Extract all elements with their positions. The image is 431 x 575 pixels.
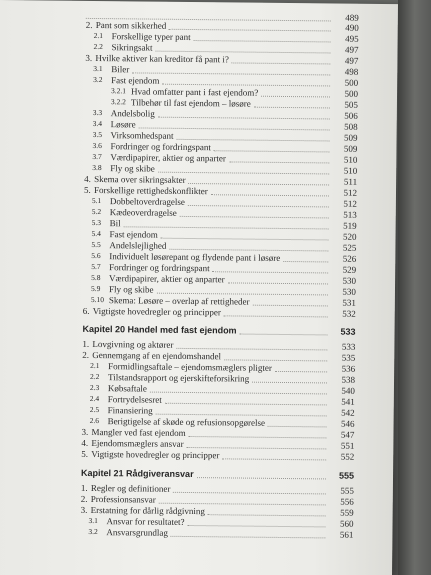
- entry-number: 6.: [82, 305, 90, 316]
- entry-number: 3.5: [92, 129, 103, 140]
- entry-number: 2.2: [93, 41, 103, 52]
- entry-number: 4.: [84, 173, 91, 184]
- entry-title: Erstatning for dårlig rådgivning: [90, 504, 205, 517]
- page-number: 509: [343, 143, 358, 154]
- page-number: 509: [344, 132, 358, 143]
- entry-title: Fast ejendom: [109, 229, 158, 240]
- page-number: 500: [344, 88, 359, 99]
- entry-title: Pant som sikkerhed: [95, 20, 167, 31]
- page-number: 497: [344, 44, 359, 55]
- page-number: 538: [341, 374, 356, 385]
- entry-number: 3.4: [92, 118, 103, 129]
- page-number: 511: [343, 176, 358, 187]
- entry-number: 5.1: [91, 195, 102, 206]
- page-number: 535: [341, 352, 356, 363]
- entry-title: Ansvar for resultatet?: [106, 516, 185, 527]
- page-number: 510: [343, 165, 358, 176]
- entry-title: Fordringer og fordringspant: [109, 262, 210, 274]
- entry-number: 2.1: [93, 30, 104, 41]
- page-number: 525: [342, 242, 357, 253]
- page-number: 546: [341, 418, 355, 429]
- entry-number: 5.8: [91, 272, 101, 283]
- entry-number: 5.4: [91, 228, 101, 239]
- entry-title: Dobbeltoverdragelse: [109, 196, 185, 207]
- entry-title: Finansiering: [107, 405, 153, 416]
- page-number: 530: [342, 275, 357, 286]
- entry-number: 1.: [80, 482, 88, 493]
- entry-title: Sikringsakt: [111, 42, 153, 53]
- page-number: 530: [342, 286, 357, 297]
- entry-title: Vigtigste hovedregler og principper: [91, 448, 220, 461]
- page-number: 505: [344, 99, 358, 110]
- entry-number: 4.: [81, 437, 89, 448]
- entry-title: Berigtigelse af skøde og refusionsopgørelse: [107, 416, 266, 428]
- dot-leader: [171, 535, 326, 539]
- entry-title: Professionsansvar: [90, 493, 156, 505]
- entry-title: Skema: Løsøre – overlap af rettigheder: [108, 295, 250, 307]
- entry-number: 3.1: [93, 63, 103, 74]
- entry-number: 2.6: [89, 415, 100, 426]
- page-number: 520: [342, 231, 357, 242]
- chapter-heading: [0, 322, 395, 338]
- page-number: 556: [340, 496, 354, 507]
- entry-title: Ejendomsmæglers ansvar: [91, 437, 184, 449]
- page-number: 519: [343, 220, 357, 231]
- entry-number: 5.3: [91, 217, 102, 228]
- page-number: 495: [345, 33, 359, 44]
- entry-title: Fly og skibe: [110, 163, 155, 174]
- entry-title: Biler: [111, 64, 130, 75]
- page-number: 533: [341, 341, 356, 352]
- page-number: 512: [343, 187, 358, 198]
- page-number: 532: [342, 308, 356, 319]
- entry-number: 3.2.1: [111, 86, 127, 96]
- entry-number: 2.: [85, 19, 93, 30]
- entry-number: 3.2.2: [110, 97, 126, 107]
- entry-number: 3.: [85, 52, 93, 63]
- entry-number: 2.2: [90, 371, 100, 382]
- entry-number: 3.6: [92, 140, 102, 151]
- entry-title: Købsaftale: [107, 383, 147, 394]
- entry-number: 2.4: [89, 393, 100, 404]
- page-number: 540: [341, 385, 355, 396]
- page-number: 555: [340, 485, 354, 496]
- page-number: 551: [340, 440, 355, 451]
- entry-title: Regler og definitioner: [90, 482, 171, 494]
- entry-title: Tilstandsrapport og ejerskifteforsikring: [108, 372, 250, 384]
- entry-number: 3.: [80, 504, 88, 515]
- entry-number: 2.3: [89, 382, 100, 393]
- entry-title: Værdipapirer, aktier og anparter: [110, 152, 227, 164]
- entry-title: Forskellige typer pant: [111, 31, 191, 42]
- entry-title: Ansvarsgrundlag: [106, 527, 168, 538]
- page-number: 559: [340, 507, 354, 518]
- page-number: 498: [344, 66, 359, 77]
- page-number: 489: [345, 12, 359, 23]
- entry-number: 3.3: [92, 107, 103, 118]
- book-spine: [398, 0, 431, 575]
- entry-number: 2.: [80, 493, 88, 504]
- page-number: 526: [342, 253, 357, 264]
- dot-leader: [240, 333, 328, 336]
- entry-title: Mangler ved fast ejendom: [91, 426, 186, 438]
- entry-title: Værdipapirer, aktier og anparter: [109, 273, 225, 285]
- entry-number: 5.2: [91, 206, 102, 217]
- entry-number: 3.2: [93, 74, 103, 85]
- entry-title: Kædeoverdragelse: [109, 207, 177, 218]
- page-number: 529: [342, 264, 357, 275]
- entry-title: Fortrydelsesret: [107, 394, 162, 405]
- entry-title: Løsøre: [110, 119, 136, 130]
- entry-number: 5.: [83, 184, 91, 195]
- entry-title: Andelsbolig: [110, 108, 155, 119]
- page-number: 533: [340, 326, 356, 337]
- chapter-heading: [0, 466, 393, 482]
- page-number: 510: [343, 154, 358, 165]
- entry-title: Formidlingsaftale – ejendomsmæglers pligter: [108, 361, 272, 373]
- entry-title: Bil: [109, 218, 121, 229]
- page-number: 490: [345, 22, 359, 33]
- entry-title: Andelslejlighed: [109, 240, 167, 251]
- entry-number: 5.7: [91, 261, 101, 272]
- entry-title: Lovgivning og aktører: [92, 338, 174, 350]
- entry-title: Fly og skibe: [108, 284, 154, 295]
- entry-number: 2.5: [89, 404, 100, 415]
- page-number: 506: [344, 110, 358, 121]
- entry-title: Individuelt løsørepant og flydende pant i løsøre: [109, 251, 281, 263]
- entry-title: Hvad omfatter pant i fast ejendom?: [130, 86, 259, 98]
- dot-leader: [197, 476, 326, 479]
- entry-number: 3.8: [92, 162, 102, 173]
- page-number: 497: [344, 55, 359, 66]
- entry-number: 2.1: [90, 360, 100, 371]
- entry-number: 3.2: [88, 526, 98, 537]
- entry-title: Hvilke aktiver kan kreditor få pant i?: [95, 53, 229, 65]
- dot-leader: [224, 314, 328, 317]
- page-number: 560: [339, 518, 354, 529]
- entry-number: 5.9: [90, 283, 101, 294]
- page-number: 542: [341, 407, 355, 418]
- entry-number: 3.: [81, 426, 89, 437]
- entry-number: 5.6: [91, 250, 101, 261]
- entry-number: 2.: [82, 349, 90, 360]
- entry-title: Gennemgang af en ejendomshandel: [92, 349, 222, 362]
- page-number: 547: [340, 429, 355, 440]
- page-number: 508: [344, 121, 358, 132]
- entry-title: Fordringer og fordringspant: [110, 141, 212, 153]
- entry-title: Tilbehør til fast ejendom – løsøre: [130, 97, 251, 109]
- page-number: 531: [342, 297, 356, 308]
- entry-number: 3.1: [88, 515, 98, 526]
- entry-title: Kapitel 21 Rådgiveransvar: [81, 467, 194, 480]
- page-number: 541: [341, 396, 355, 407]
- entry-number: 5.: [81, 448, 89, 459]
- dot-leader: [222, 457, 326, 460]
- entry-title: Fast ejendom: [111, 75, 160, 86]
- page-number: 500: [344, 77, 359, 88]
- entry-number: 1.: [82, 338, 90, 349]
- page-number: 555: [338, 470, 355, 481]
- page-number: 552: [340, 451, 355, 462]
- page-number: 561: [339, 529, 354, 540]
- entry-title: Skema over sikringsakter: [94, 173, 186, 185]
- entry-number: 5.10: [90, 294, 105, 305]
- entry-number: 3.7: [92, 151, 102, 162]
- page-number: 536: [341, 363, 356, 374]
- page-number: 512: [343, 198, 357, 209]
- entry-number: 5.5: [91, 239, 101, 250]
- entry-title: Vigtigste hovedregler og principper: [92, 305, 221, 318]
- entry-title: Kapitel 20 Handel med fast ejendom: [82, 323, 237, 336]
- page-number: 513: [343, 209, 357, 220]
- entry-title: Virksomhedspant: [110, 130, 174, 141]
- entry-title: Forskellige rettighedskonflikter: [93, 184, 208, 197]
